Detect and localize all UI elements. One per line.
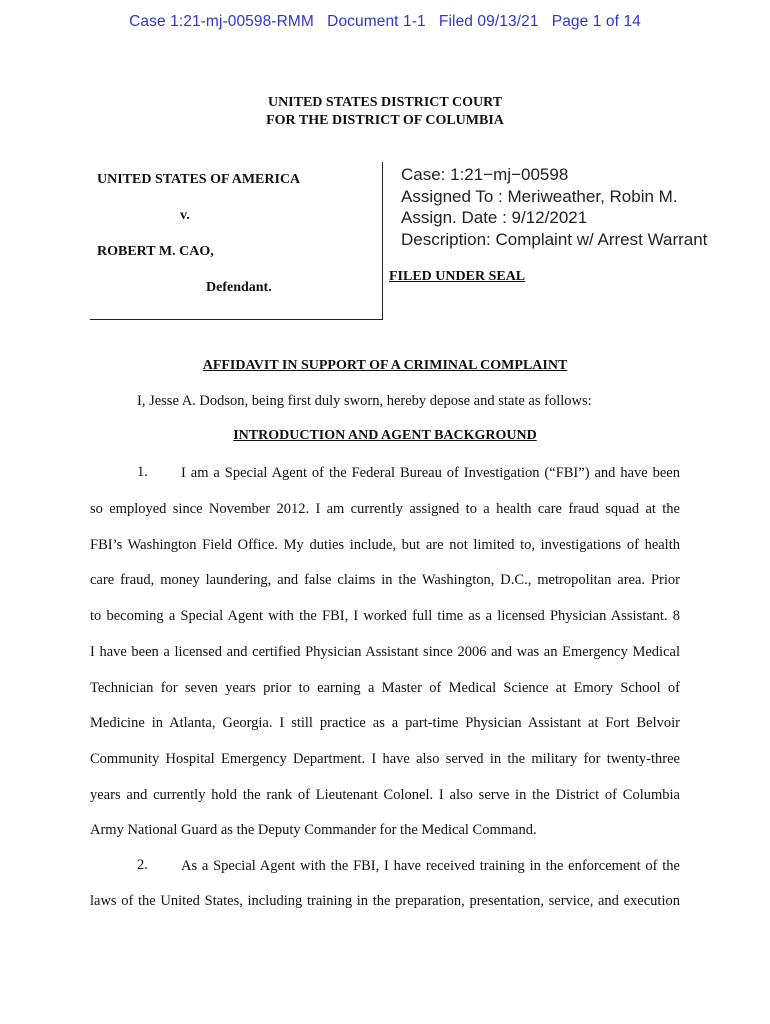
paragraph-line: Army National Guard as the Deputy Commander for the Medical Command. [90, 822, 537, 838]
assign-date: Assign. Date : 9/12/2021 [401, 208, 588, 227]
paragraph-line: I am a Special Agent of the Federal Bureau of Investigation (“FBI”) and have been [181, 465, 680, 481]
case-assignment-stamp [401, 164, 707, 250]
paragraph-line: care fraud, money laundering, and false claims in the Washington, D.C., metropolitan area. Prior [90, 572, 680, 588]
paragraph-line: Medicine in Atlanta, Georgia. I still practice as a part-time Physician Assistant at Fort Belvoir [90, 715, 680, 731]
paragraph-line: laws of the United States, including training in the preparation, presentation, service, and execution [90, 893, 680, 909]
versus-label: v. [180, 208, 190, 223]
paragraph-line: I have been a licensed and certified Physician Assistant since 2006 and was an Emergency Medical [90, 644, 680, 660]
case-caption [90, 162, 383, 320]
paragraph-line: so employed since November 2012. I am currently assigned to a health care fraud squad at the [90, 501, 680, 517]
paragraph-number: 2. [137, 857, 148, 873]
case-number: Case: 1:21−mj−00598 [401, 165, 569, 184]
oath-statement: I, Jesse A. Dodson, being first duly sworn, hereby depose and state as follows: [137, 393, 592, 409]
plaintiff-name: UNITED STATES OF AMERICA [97, 172, 301, 187]
section-heading: INTRODUCTION AND AGENT BACKGROUND [233, 428, 537, 443]
paragraph-line: As a Special Agent with the FBI, I have received training in the enforcement of the [181, 858, 680, 874]
paragraph-number: 1. [137, 464, 148, 480]
assigned-judge: Assigned To : Meriweather, Robin M. [401, 186, 678, 206]
filed-under-seal: FILED UNDER SEAL [389, 269, 526, 284]
paragraph-line: years and currently hold the rank of Lieutenant Colonel. I also serve in the District of Columbia [90, 787, 680, 803]
affidavit-title: AFFIDAVIT IN SUPPORT OF A CRIMINAL COMPLAINT [202, 358, 568, 373]
paragraph-line: Technician for seven years prior to earning a Master of Medical Science at Emory School of [90, 680, 680, 696]
court-name: UNITED STATES DISTRICT COURT [267, 95, 503, 110]
paragraph-line: to becoming a Special Agent with the FBI, I worked full time as a licensed Physician Assistant. 8 [90, 608, 680, 624]
paragraph-line: Community Hospital Emergency Department. I have also served in the military for twenty-three [90, 751, 680, 767]
paragraph-line: FBI’s Washington Field Office. My duties include, but are not limited to, investigations of health [90, 537, 680, 553]
case-header-stamp: Case 1:21-mj-00598-RMM Document 1-1 Filed 09/13/21 Page 1 of 14 [129, 13, 641, 30]
defendant-name: ROBERT M. CAO, [97, 244, 214, 259]
court-heading [0, 94, 770, 130]
case-description: Description: Complaint w/ Arrest Warrant [401, 229, 708, 249]
defendant-role: Defendant. [206, 280, 272, 295]
court-district: FOR THE DISTRICT OF COLUMBIA [266, 113, 504, 128]
